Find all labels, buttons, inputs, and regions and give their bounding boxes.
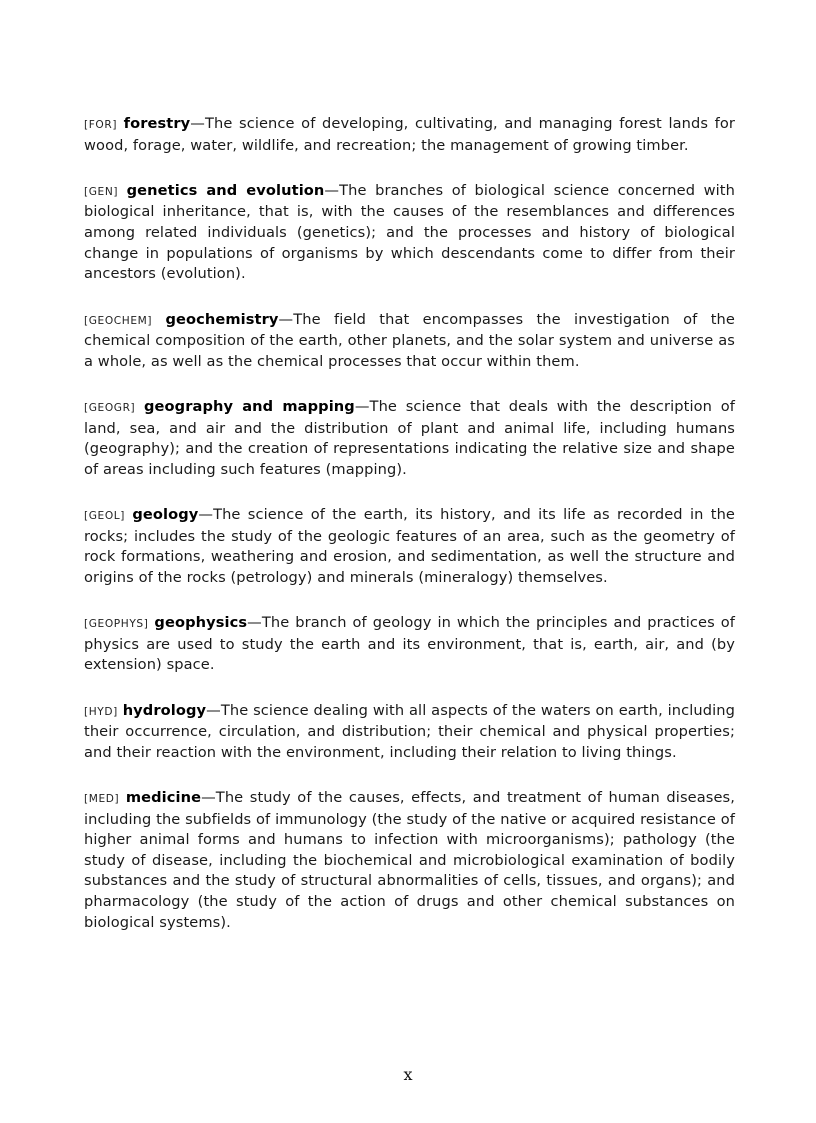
entry-definition: —The field that encompasses the investigation of the chemical composition of the earth, other planets, and the solar system and universe as a whole, as well as the chemical processes that occur within them. (84, 310, 735, 370)
field-code: [GEOGR] (84, 402, 136, 414)
entry-geology (84, 505, 735, 588)
field-code: [MED] (84, 793, 120, 806)
entry-geophysics (84, 613, 735, 676)
page-number: x (403, 1065, 413, 1084)
entry-definition: —The study of the causes, effects, and treatment of human diseases, including the subfields of immunology (the study of the native or acquired resistance of higher animal forms and humans to infection with microorganisms); pathology (the study of disease, including the biochemical and microbiological examination of bodily substances and the study of structural abnormalities of cells, tissues, and organs); and pharmacology (the study of the action of drugs and other chemical substances on biological systems). (84, 789, 735, 931)
field-code: [HYD] (84, 705, 118, 718)
entry-genetics-and-evolution (84, 181, 735, 285)
entry-definition: —The science that deals with the description of land, sea, and air and the distribution of plant and animal life, including humans (geography); and the creation of representations indicating the relative size and shape of areas including such features (mapping). (84, 398, 735, 478)
entry-term: forestry (123, 115, 191, 132)
entry-geography-and-mapping (84, 397, 735, 480)
glossary-page (84, 114, 735, 933)
entry-geochemistry (84, 310, 735, 373)
entry-term: hydrology (122, 701, 207, 719)
entry-medicine (84, 788, 735, 933)
entry-definition: —The branches of biological science concerned with biological inheritance, that is, with the causes of the resemblances and differences among related individuals (genetics); and the processes and history of biological change in populations of organisms by which descendants come to differ from their ancestors (evolution). (84, 181, 735, 283)
field-code: [FOR] (84, 119, 118, 131)
entry-definition: —The science of the earth, its history, and its life as recorded in the rocks; includes the study of the geologic features of an area, such as the geometry of rock formations, weathering and erosion, and sedimentation, as well the structure and origins of the rocks (petrology) and minerals (mineralogy) themselves. (84, 506, 735, 586)
entry-term: geography and mapping (143, 398, 355, 415)
entry-definition: —The branch of geology in which the principles and practices of physics are used to study the earth and its environment, that is, earth, air, and (by extension) space. (84, 614, 735, 674)
entry-hydrology (84, 701, 735, 764)
entry-term: geophysics (154, 614, 248, 632)
field-code: [GEN] (84, 185, 119, 198)
entry-term: medicine (125, 789, 202, 807)
entry-definition: —The science of developing, cultivating, and managing forest lands for wood, forage, water, wildlife, and recreation; the management of growing timber. (84, 115, 735, 154)
entry-term: geology (132, 506, 199, 524)
field-code: [GEOPHYS] (84, 618, 149, 631)
field-code: [GEOCHEM] (84, 314, 153, 327)
entry-definition: —The science dealing with all aspects of the waters on earth, including their occurrence, circulation, and distribution; their chemical and physical properties; and their reaction with the environment, including their relation to living things. (84, 701, 735, 761)
entry-term: genetics and evolution (126, 181, 325, 199)
field-code: [GEOL] (84, 510, 126, 523)
entry-forestry (84, 114, 735, 156)
entry-term: geochemistry (165, 310, 279, 328)
